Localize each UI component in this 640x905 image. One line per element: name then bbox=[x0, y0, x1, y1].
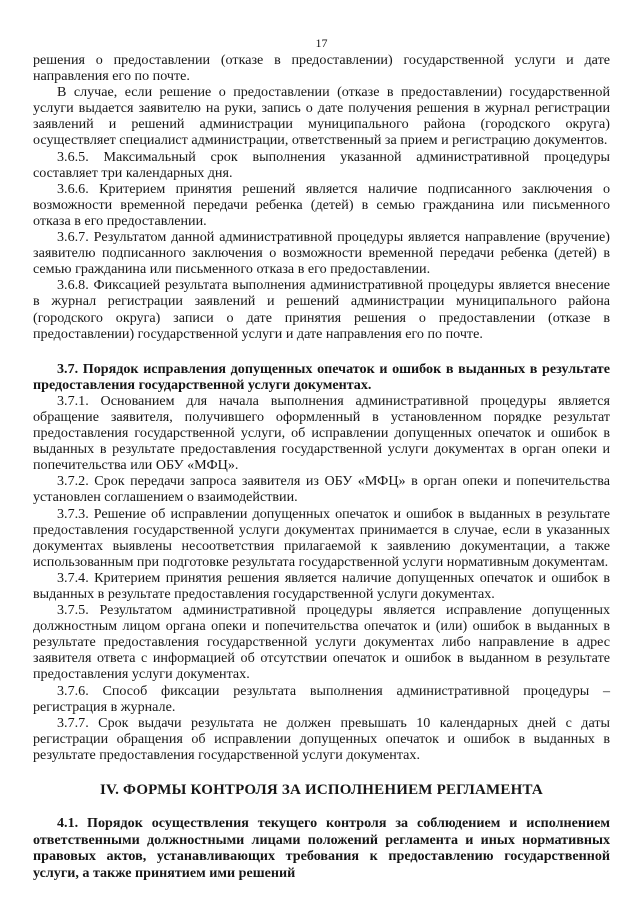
paragraph-3-7-2: 3.7.2. Срок передачи запроса заявителя из ОБУ «МФЦ» в орган опеки и попечительства установлен соглашением о взаимодействии. bbox=[33, 473, 610, 506]
page-number: 17 bbox=[315, 36, 328, 50]
paragraph-3-7-1: 3.7.1. Основанием для начала выполнения административной процедуры является обращение заявителя, получившего оформленный в установленном порядке результат предоставления государственной услуги, об исправлении допущенных опечаток и ошибок в выданных в результате предоставления государственной услуги документах в орган опеки и попечительства или ОБУ «МФЦ». bbox=[33, 392, 610, 474]
paragraph-3-6-8: 3.6.8. Фиксацией результата выполнения административной процедуры является внесение в журнал регистрации заявлений и решений администрации муниципального района (городского округа) записи о дате принятия решения о предоставлении (отказе в предоставлении) государственной услуги и дате направления его по почте. bbox=[33, 277, 610, 342]
paragraph-3-7-7: 3.7.7. Срок выдачи результата не должен превышать 10 календарных дней с даты регистрации обращения об исправлении допущенных опечаток и ошибок в выданных в результате предоставления государственной услуги документах. bbox=[33, 714, 610, 763]
paragraph-delivery-in-hand: В случае, если решение о предоставлении (отказе в предоставлении) государственной услуги выдается заявителю на руки, запись о дате получения решения в журнал регистрации заявлений и решений администрации муниципального района (городского округа) осуществляет специалист администрации, ответственный за прием и регистрацию документов. bbox=[33, 84, 610, 149]
paragraph-3-7-4: 3.7.4. Критерием принятия решения является наличие допущенных опечаток и ошибок в выданных в результате предоставления государственной услуги документах. bbox=[33, 569, 610, 602]
section-heading-4-1: 4.1. Порядок осуществления текущего контроля за соблюдением и исполнением ответственными должностными лицами положений регламента и иных нормативных правовых актов, устанавливающих требования к предоставлению государственной услуги, а также принятием ими решений bbox=[33, 815, 610, 881]
paragraph-3-7-3: 3.7.3. Решение об исправлении допущенных опечаток и ошибок в выданных в результате предоставления государственной услуги документах принимается в случае, если в указанных документах выявлены несоответствия прилагаемой к заявлению документации, а также использованным при подготовке результата государственной услуги нормативным документам. bbox=[33, 505, 610, 570]
paragraph-3-7-6: 3.7.6. Способ фиксации результата выполнения административной процедуры – регистрация в журнале. bbox=[33, 682, 610, 715]
paragraph-3-6-6: 3.6.6. Критерием принятия решений является наличие подписанного заключения о возможности временной передачи ребенка (детей) в семью гражданина или письменного отказа в его предоставлении. bbox=[33, 180, 610, 229]
subsection-heading-3-7: 3.7. Порядок исправления допущенных опечаток и ошибок в выданных в результате предоставления государственной услуги документах. bbox=[33, 360, 610, 393]
paragraph-3-6-5: 3.6.5. Максимальный срок выполнения указанной административной процедуры составляет три календарных дня. bbox=[33, 148, 610, 181]
paragraph-3-7-5: 3.7.5. Результатом административной процедуры является исправление допущенных должностным лицом органа опеки и попечительства опечаток и (или) ошибок в выданных в результате предоставления государственной услуги документах либо направление в адрес заявителя ответа с информацией об отсутствии опечаток и ошибок в выданном в результате предоставления услуги документах. bbox=[33, 602, 610, 683]
chapter-heading-iv: IV. ФОРМЫ КОНТРОЛЯ ЗА ИСПОЛНЕНИЕМ РЕГЛАМЕНТА bbox=[100, 782, 543, 799]
paragraph-3-6-7: 3.6.7. Результатом данной административной процедуры является направление (вручение) заявителю подписанного заключения о возможности временной передачи ребенка (детей) в семью гражданина или письменного отказа в его предоставлении. bbox=[33, 229, 610, 278]
paragraph-continuation: решения о предоставлении (отказе в предоставлении) государственной услуги и дате направления его по почте. bbox=[33, 52, 610, 85]
